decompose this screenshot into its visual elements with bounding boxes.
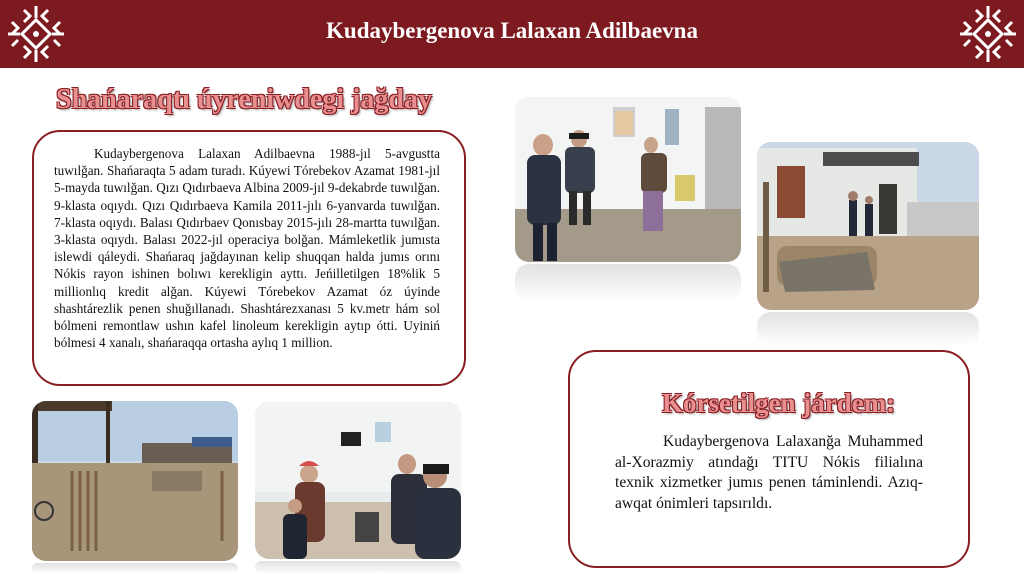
photo-house-yard — [757, 142, 979, 310]
photo-indoor-meeting — [255, 402, 461, 559]
photo-reflection — [32, 563, 238, 574]
photo-visit-entrance — [515, 97, 741, 262]
help-paragraph: Kudaybergenova Lalaxanğa Muhammed al-Xorazmiy atındağı TITU Nókis filialına texnik xizmetker jumıs penen táminlendi. Azıq-awqat ónimleri tapsırıldı. — [615, 433, 923, 512]
page-title: Kudaybergenova Lalaxan Adilbaevna — [326, 18, 698, 43]
photo-reflection — [255, 561, 461, 574]
situation-heading: Shańaraqtı úyreniwdegi jağday — [56, 84, 432, 115]
header-bar — [0, 0, 1024, 68]
photo-fence-yard — [32, 401, 238, 561]
photo-reflection — [757, 312, 979, 346]
kazakh-ornament-icon — [956, 2, 1020, 66]
help-heading: Kórsetilgen járdem: — [662, 388, 896, 418]
photo-reflection — [515, 264, 741, 302]
situation-paragraph: Kudaybergenova Lalaxan Adilbaevna 1988-jıl 5-avgustta tuwılğan. Shańaraqta 5 adam turadı. Kúyewi Tórebekov Azamat 1981-jıl 5-mayda tuwılğan. Qızı Qıdırbaeva Albina 2009-jıl 9-dekabrde tuwılğan. 9-klasta oqıydı. Qızı Qıdırbaeva Kamila 2011-jılı 6-yanvarda tuwılğan. 7-klasta oqıydı. Balası Qıdırbaev Qonısbay 2015-jılı 28-martta tuwılğan. 3-klasta oqıydı. Balası 2022-jıl operaciya bolğan. Mámleketlik jumısta islewdi qáleydi. Shańaraq jağdayınan kelip shuqqan halda jumıs orını Nókis rayon ishinen bolıwı kerekligin ayttı. Jeńilletilgen 18%lik 5 millionlıq kredit alğan. Kúyewi Tórebekov Azamat óz úyinde shashtárezlik penen shuğıllanadı. Shashtárezxanası 5 kv.metr hám sol bólmeni remontlaw ushın kafel linoleum kerekligin aytıp ótti. Uyiniń bólmesi 4 xanalı, shańaraqqa ortasha aylıq 1 million. — [54, 146, 440, 351]
